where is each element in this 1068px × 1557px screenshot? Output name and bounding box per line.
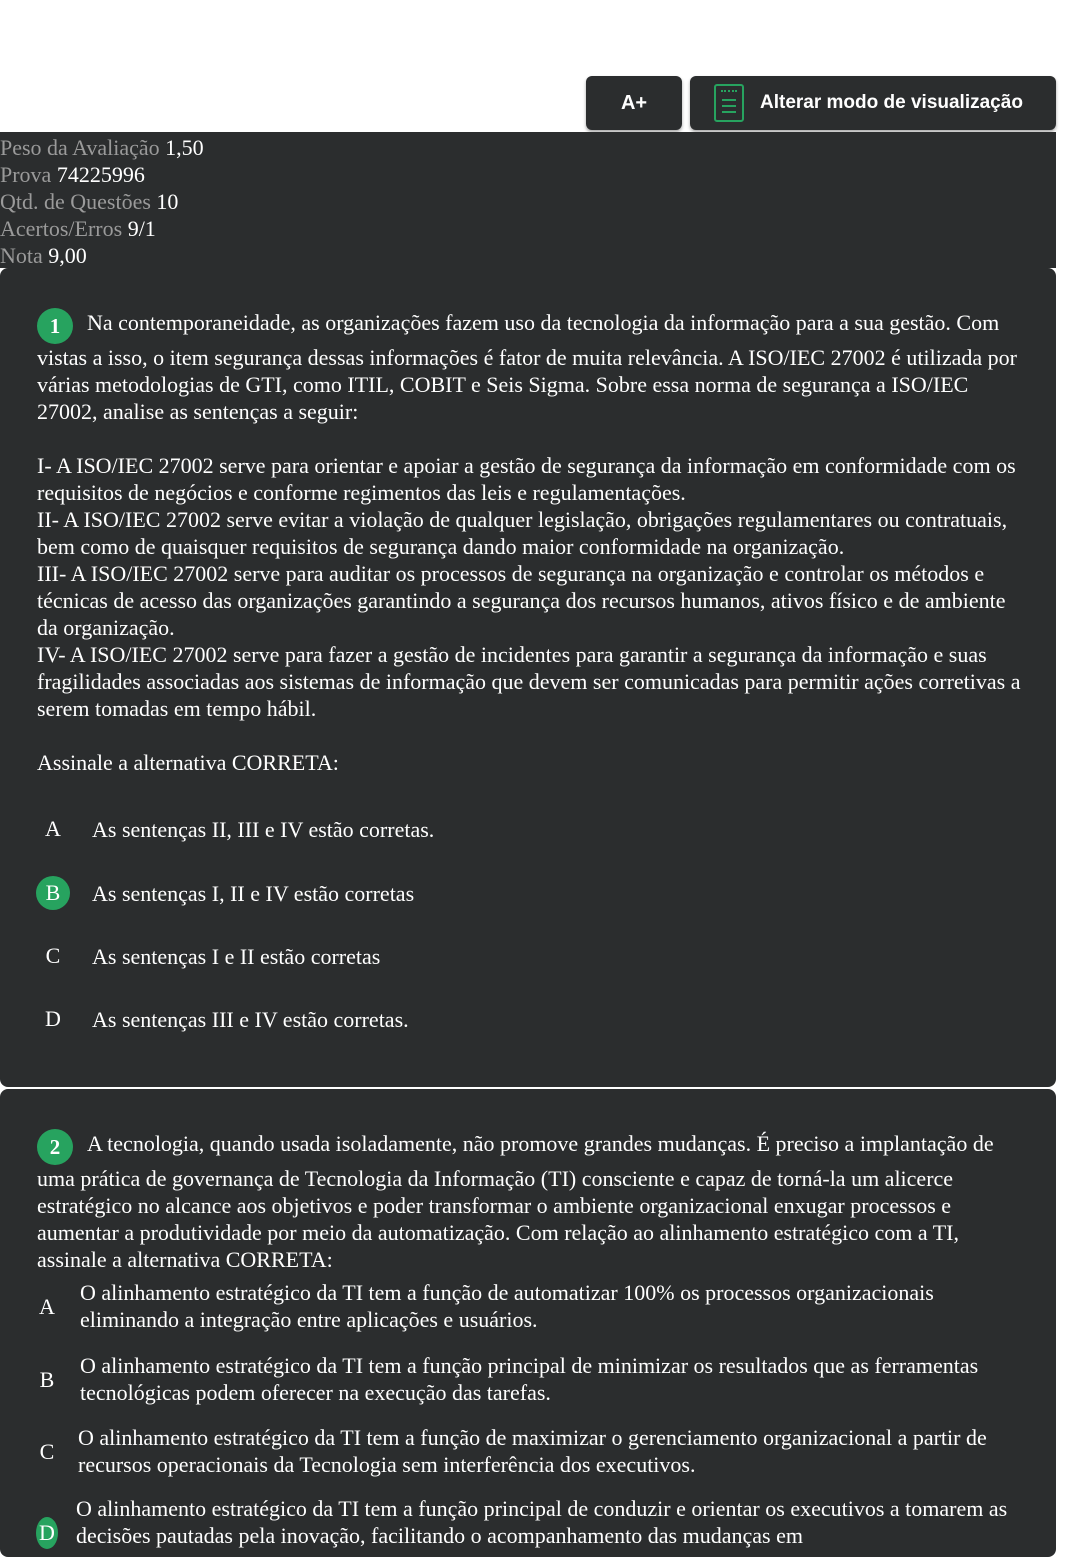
question-card-1 bbox=[0, 268, 1056, 1087]
question-1-text bbox=[37, 308, 1027, 776]
summary-exam: Prova 74225996 bbox=[0, 162, 145, 187]
question-1-option-b[interactable] bbox=[36, 876, 1026, 912]
question-2-intro: 2 A tecnologia, quando usada isoladamente, não promove grandes mudanças. É preciso a implantação de uma prática de governança de Tecnologia da Informação (TI) consciente e capaz de torná-la um alicerce estratégico no alcance aos objetivos e poder transformar o ambiente organizacional enxugar processos e aumentar a produtividade por meio da automatização. Com relação ao alinhamento estratégico com a TI, assinale a alternativa CORRETA: bbox=[37, 1131, 994, 1272]
summary-grade: Nota 9,00 bbox=[0, 243, 87, 268]
option-letter-selected: D bbox=[36, 1517, 58, 1549]
option-text: As sentenças III e IV estão corretas. bbox=[92, 1007, 409, 1032]
option-letter-selected: B bbox=[36, 876, 70, 910]
question-2-text bbox=[37, 1129, 1027, 1273]
option-letter: A bbox=[39, 1294, 55, 1319]
option-letter: C bbox=[45, 943, 61, 968]
summary-weight: Peso da Avaliação 1,50 bbox=[0, 135, 204, 160]
option-letter: A bbox=[45, 816, 61, 841]
question-1-option-a[interactable] bbox=[36, 812, 1026, 848]
document-icon bbox=[714, 84, 744, 122]
option-text: O alinhamento estratégico da TI tem a função principal de conduzir e orientar os executivos a tomarem as decisões pautadas pela inovação, facilitando o acompanhamento das mudanças em bbox=[76, 1496, 1008, 1548]
summary-hits-misses: Acertos/Erros 9/1 bbox=[0, 216, 156, 241]
toolbar bbox=[0, 76, 1068, 132]
question-1-sentence-1: I- A ISO/IEC 27002 serve para orientar e apoiar a gestão de segurança da informação em conformidade com os requisitos de negócios e conforme regimentos das leis e regulamentações. bbox=[37, 453, 1016, 505]
increase-font-label: A+ bbox=[620, 91, 648, 114]
option-text: O alinhamento estratégico da TI tem a função principal de minimizar os resultados que as ferramentas tecnológicas podem oferecer na execução das tarefas. bbox=[80, 1353, 979, 1405]
change-view-mode-label: Alterar modo de visualização bbox=[760, 92, 1023, 113]
evaluation-summary bbox=[0, 132, 1056, 268]
question-1-sentence-2: II- A ISO/IEC 27002 serve evitar a violação de qualquer legislação, obrigações regulamentares ou contratuais, bem como de quaisquer requisitos de segurança dando maior conformidade na organização. bbox=[37, 507, 1008, 559]
option-letter: B bbox=[39, 1367, 55, 1392]
option-text: As sentenças II, III e IV estão corretas. bbox=[92, 817, 435, 842]
question-number-badge: 1 bbox=[37, 308, 73, 344]
question-1-option-d[interactable] bbox=[36, 1002, 1026, 1038]
increase-font-button[interactable] bbox=[586, 76, 682, 130]
question-card-2 bbox=[0, 1089, 1056, 1557]
option-letter: D bbox=[45, 1006, 61, 1031]
question-1-sentence-3: III- A ISO/IEC 27002 serve para auditar os processos de segurança na organização e controlar os métodos e técnicas de acesso das organizações garantindo a segurança dos recursos humanos, ativos físico e de ambiente da organização. bbox=[37, 561, 1006, 640]
option-letter: C bbox=[39, 1439, 55, 1464]
option-text: As sentenças I, II e IV estão corretas bbox=[92, 881, 415, 906]
option-text: O alinhamento estratégico da TI tem a função de automatizar 100% os processos organizacionais eliminando a integração entre aplicações e usuários. bbox=[80, 1280, 934, 1332]
question-1-intro: 1 Na contemporaneidade, as organizações fazem uso da tecnologia da informação para a sua gestão. Com vistas a isso, o item segurança dessas informações é fator de muita relevância. A ISO/IEC 27002 é utilizada por várias metodologias de GTI, como ITIL, COBIT e Seis Sigma. Sobre essa norma de segurança a ISO/IEC 27002, analise as sentenças a seguir: bbox=[37, 310, 1017, 424]
summary-question-count: Qtd. de Questões 10 bbox=[0, 189, 179, 214]
question-1-prompt: Assinale a alternativa CORRETA: bbox=[37, 750, 339, 775]
question-1-option-c[interactable] bbox=[36, 939, 1026, 975]
change-view-mode-button[interactable] bbox=[690, 76, 1056, 130]
option-text: O alinhamento estratégico da TI tem a função de maximizar o gerenciamento organizacional a partir de recursos operacionais da Tecnologia sem interferência dos executivos. bbox=[78, 1425, 987, 1477]
question-number-badge: 2 bbox=[37, 1129, 73, 1165]
question-1-sentence-4: IV- A ISO/IEC 27002 serve para fazer a gestão de incidentes para garantir a segurança da informação e suas fragilidades associadas aos sistemas de informação que devem ser comunicadas para permitir ações corretivas a serem tomadas em tempo hábil. bbox=[37, 642, 1021, 721]
option-text: As sentenças I e II estão corretas bbox=[92, 944, 381, 969]
